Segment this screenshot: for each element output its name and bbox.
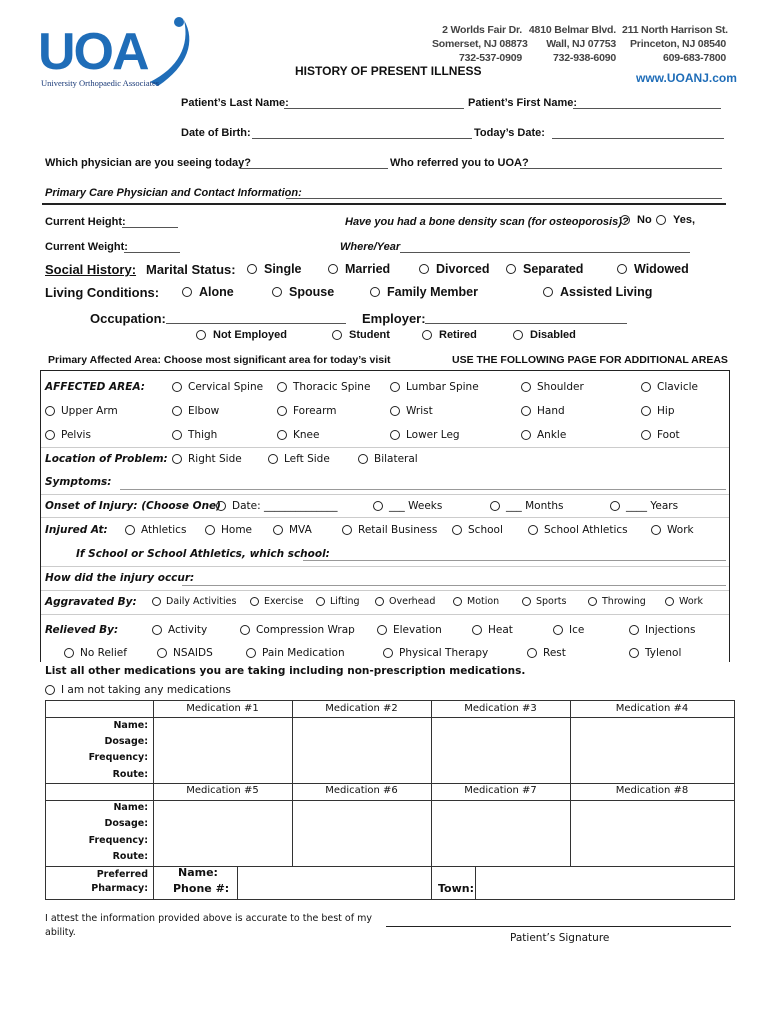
area-lumbar-spine[interactable]: Lumbar Spine: [390, 381, 479, 393]
last-name-field[interactable]: [284, 108, 464, 109]
radio-icon: [527, 648, 537, 658]
med-header-8: Medication #8: [615, 785, 689, 796]
bone-scan-yes[interactable]: Yes,: [656, 214, 695, 226]
not-taking-meds-option[interactable]: I am not taking any medications: [45, 684, 231, 696]
radio-icon: [277, 430, 287, 440]
injured-at-label: Injured At:: [45, 524, 108, 536]
meds-heading: List all other medications you are taking including non-prescription medications.: [45, 665, 526, 677]
pharmacy-name-label: Name:: [178, 866, 218, 879]
row-divider: [41, 447, 729, 448]
radio-icon: [588, 597, 597, 606]
radio-icon: [246, 648, 256, 658]
radio-icon: [629, 625, 639, 635]
relieved-nsaids[interactable]: NSAIDS: [157, 647, 213, 659]
onset-years[interactable]: ____ Years: [610, 500, 678, 512]
weight-label: Current Weight:: [45, 241, 128, 253]
radio-icon: [316, 597, 325, 606]
radio-icon: [521, 406, 531, 416]
radio-icon: [152, 625, 162, 635]
relieved-rest[interactable]: Rest: [527, 647, 566, 659]
row-divider: [41, 566, 729, 567]
radio-icon: [373, 501, 383, 511]
bone-scan-no[interactable]: No: [620, 214, 652, 226]
radio-icon: [196, 330, 206, 340]
today-field[interactable]: [552, 138, 724, 139]
radio-icon: [472, 625, 482, 635]
radio-icon: [506, 264, 516, 274]
radio-icon: [45, 430, 55, 440]
referred-field[interactable]: [520, 168, 722, 169]
area-upper-arm[interactable]: Upper Arm: [45, 405, 118, 417]
marital-single[interactable]: Single: [247, 262, 302, 276]
radio-icon: [522, 597, 531, 606]
symptoms-field[interactable]: [120, 489, 726, 490]
page-title: HISTORY OF PRESENT ILLNESS: [295, 64, 482, 78]
radio-icon: [172, 430, 182, 440]
relieved-elevation[interactable]: Elevation: [377, 624, 442, 636]
aggravated-throwing[interactable]: Throwing: [588, 596, 646, 607]
radio-icon: [610, 501, 620, 511]
radio-icon: [332, 330, 342, 340]
radio-icon: [641, 430, 651, 440]
radio-icon: [377, 625, 387, 635]
pcp-field[interactable]: [286, 198, 722, 199]
radio-icon: [277, 406, 287, 416]
radio-icon: [656, 215, 666, 225]
website-link[interactable]: www.UOANJ.com: [636, 71, 737, 85]
radio-icon: [182, 287, 192, 297]
pharmacy-phone-label: Phone #:: [173, 882, 230, 895]
relieved-tylenol[interactable]: Tylenol: [629, 647, 681, 659]
area-thigh[interactable]: Thigh: [172, 429, 217, 441]
referred-label: Who referred you to UOA?: [390, 157, 529, 169]
location-label: Location of Problem:: [45, 453, 168, 465]
radio-icon: [250, 597, 259, 606]
relieved-compression-wrap[interactable]: Compression Wrap: [240, 624, 355, 636]
relieved-injections[interactable]: Injections: [629, 624, 696, 636]
aggravated-overhead[interactable]: Overhead: [375, 596, 435, 607]
relieved-heat[interactable]: Heat: [472, 624, 513, 636]
med-row-name: Name:: [113, 720, 148, 731]
radio-icon: [247, 264, 257, 274]
radio-icon: [490, 501, 500, 511]
med-header-1: Medication #1: [186, 703, 259, 714]
occupation-field[interactable]: [166, 323, 346, 324]
relieved-pain-medication[interactable]: Pain Medication: [246, 647, 345, 659]
area-cervical-spine[interactable]: Cervical Spine: [172, 381, 263, 393]
radio-icon: [172, 406, 182, 416]
radio-icon: [513, 330, 523, 340]
signature-label: Patient’s Signature: [510, 932, 610, 944]
employer-field[interactable]: [425, 323, 627, 324]
med-header-2: Medication #2: [325, 703, 398, 714]
radio-icon: [216, 501, 226, 511]
area-foot[interactable]: Foot: [641, 429, 680, 441]
height-field[interactable]: [122, 227, 178, 228]
radio-icon: [453, 597, 462, 606]
area-hip[interactable]: Hip: [641, 405, 674, 417]
aggravated-label: Aggravated By:: [45, 596, 137, 608]
radio-icon: [272, 287, 282, 297]
aggravated-work[interactable]: Work: [665, 596, 703, 607]
injured-school[interactable]: School: [452, 524, 503, 536]
pharmacy-label-1: Preferred: [96, 869, 148, 880]
row-divider: [41, 517, 729, 518]
radio-icon: [125, 525, 135, 535]
office-princeton: 211 North Harrison St. Princeton, NJ 08540 609-683-7800: [622, 24, 728, 64]
radio-icon: [422, 330, 432, 340]
attestation-text: I attest the information provided above is accurate to the best of my ability.: [45, 913, 372, 938]
radio-icon: [629, 648, 639, 658]
radio-icon: [370, 287, 380, 297]
employment-disabled[interactable]: Disabled: [513, 329, 576, 341]
injured-work[interactable]: Work: [651, 524, 694, 536]
area-pelvis[interactable]: Pelvis: [45, 429, 91, 441]
med-row-name: Name:: [113, 802, 148, 813]
symptoms-label: Symptoms:: [45, 476, 112, 488]
radio-icon: [419, 264, 429, 274]
med-row-frequency: Frequency:: [88, 752, 148, 763]
radio-icon: [277, 382, 287, 392]
radio-icon: [240, 625, 250, 635]
radio-icon: [375, 597, 384, 606]
living-family-member[interactable]: Family Member: [370, 285, 478, 299]
med-row-dosage: Dosage:: [104, 736, 148, 747]
additional-areas-note: USE THE FOLLOWING PAGE FOR ADDITIONAL AREAS: [452, 354, 728, 366]
med-row-frequency: Frequency:: [88, 835, 148, 846]
bone-scan-label: Have you had a bone density scan (for osteoporosis)?: [345, 216, 629, 228]
logo-letters: UOA: [38, 23, 148, 81]
radio-icon: [383, 648, 393, 658]
medication-table: [45, 700, 735, 900]
injury-section-box: [40, 370, 730, 662]
occupation-label: Occupation:: [90, 311, 166, 326]
employment-not-employed[interactable]: Not Employed: [196, 329, 287, 341]
radio-icon: [273, 525, 283, 535]
relieved-no-relief[interactable]: No Relief: [64, 647, 127, 659]
radio-icon: [390, 406, 400, 416]
social-history-label: Social History:: [45, 262, 137, 277]
radio-icon: [172, 382, 182, 392]
primary-area-label: Primary Affected Area: Choose most significant area for today’s visit: [48, 354, 391, 366]
how-label: How did the injury occur:: [45, 572, 195, 584]
height-label: Current Height:: [45, 216, 126, 228]
radio-icon: [521, 382, 531, 392]
area-knee[interactable]: Knee: [277, 429, 319, 441]
marital-separated[interactable]: Separated: [506, 262, 583, 276]
physician-field[interactable]: [240, 168, 388, 169]
physician-label: Which physician are you seeing today?: [45, 157, 251, 169]
radio-icon: [617, 264, 627, 274]
onset-label: Onset of Injury: (Choose One): [45, 500, 221, 512]
school-field[interactable]: [303, 560, 726, 561]
logo-subtitle: University Orthopaedic Associates: [41, 78, 160, 88]
living-alone[interactable]: Alone: [182, 285, 234, 299]
aggravated-exercise[interactable]: Exercise: [250, 596, 304, 607]
location-left[interactable]: Left Side: [268, 453, 330, 465]
radio-icon: [205, 525, 215, 535]
radio-icon: [152, 597, 161, 606]
school-label: If School or School Athletics, which school:: [76, 548, 330, 560]
row-divider: [41, 614, 729, 615]
radio-icon: [390, 382, 400, 392]
area-clavicle[interactable]: Clavicle: [641, 381, 698, 393]
radio-icon: [641, 382, 651, 392]
injured-school-athletics[interactable]: School Athletics: [528, 524, 628, 536]
relieved-activity[interactable]: Activity: [152, 624, 207, 636]
injured-mva[interactable]: MVA: [273, 524, 312, 536]
med-header-6: Medication #6: [325, 785, 398, 796]
radio-icon: [157, 648, 167, 658]
radio-icon: [328, 264, 338, 274]
radio-icon: [64, 648, 74, 658]
office-wall: 4810 Belmar Blvd. Wall, NJ 07753 732-938-6090: [528, 24, 616, 64]
employment-retired[interactable]: Retired: [422, 329, 477, 341]
relieved-physical-therapy[interactable]: Physical Therapy: [383, 647, 488, 659]
row-divider: [41, 494, 729, 495]
radio-icon: [45, 406, 55, 416]
radio-icon: [45, 685, 55, 695]
radio-icon: [665, 597, 674, 606]
radio-icon: [528, 525, 538, 535]
med-header-3: Medication #3: [464, 703, 537, 714]
area-elbow[interactable]: Elbow: [172, 405, 219, 417]
living-conditions-label: Living Conditions:: [45, 285, 160, 300]
area-wrist[interactable]: Wrist: [390, 405, 433, 417]
injured-athletics[interactable]: Athletics: [125, 524, 186, 536]
row-divider: [41, 590, 729, 591]
med-header-7: Medication #7: [464, 785, 537, 796]
med-row-route: Route:: [112, 769, 148, 780]
onset-weeks[interactable]: ___ Weeks: [373, 500, 442, 512]
onset-date[interactable]: Date: ______________: [216, 500, 337, 512]
area-shoulder[interactable]: Shoulder: [521, 381, 584, 393]
affected-area-label: AFFECTED AREA:: [45, 381, 145, 393]
radio-icon: [342, 525, 352, 535]
med-row-route: Route:: [112, 851, 148, 862]
office-somerset: 2 Worlds Fair Dr. Somerset, NJ 08873 732-537-0909: [432, 24, 528, 64]
uoa-logo: [38, 16, 198, 94]
employer-label: Employer:: [362, 311, 426, 326]
living-assisted[interactable]: Assisted Living: [543, 285, 652, 299]
relieved-label: Relieved By:: [45, 624, 119, 636]
radio-icon: [553, 625, 563, 635]
onset-months[interactable]: ___ Months: [490, 500, 563, 512]
med-header-5: Medication #5: [186, 785, 259, 796]
pharmacy-town-label: Town:: [438, 882, 474, 895]
how-field[interactable]: [182, 585, 726, 586]
signature-line[interactable]: [386, 926, 731, 927]
radio-icon: [641, 406, 651, 416]
first-name-field[interactable]: [573, 108, 721, 109]
employment-student[interactable]: Student: [332, 329, 390, 341]
aggravated-motion[interactable]: Motion: [453, 596, 499, 607]
med-row-dosage: Dosage:: [104, 818, 148, 829]
pcp-label: Primary Care Physician and Contact Information:: [45, 187, 302, 199]
area-forearm[interactable]: Forearm: [277, 405, 336, 417]
dob-label: Date of Birth:: [181, 127, 251, 139]
where-year-field[interactable]: [400, 252, 690, 253]
marital-widowed[interactable]: Widowed: [617, 262, 689, 276]
aggravated-sports[interactable]: Sports: [522, 596, 566, 607]
area-hand[interactable]: Hand: [521, 405, 565, 417]
marital-status-label: Marital Status:: [146, 262, 236, 277]
last-name-label: Patient’s Last Name:: [181, 97, 289, 109]
first-name-label: Patient’s First Name:: [468, 97, 578, 109]
section-divider: [42, 203, 726, 205]
marital-married[interactable]: Married: [328, 262, 390, 276]
radio-icon: [521, 430, 531, 440]
radio-icon: [390, 430, 400, 440]
today-label: Today’s Date:: [474, 127, 545, 139]
where-year-label: Where/Year: [340, 241, 401, 253]
med-header-4: Medication #4: [615, 703, 689, 714]
radio-icon: [358, 454, 368, 464]
radio-icon: [172, 454, 182, 464]
area-ankle[interactable]: Ankle: [521, 429, 566, 441]
radio-icon: [452, 525, 462, 535]
injured-retail[interactable]: Retail Business: [342, 524, 437, 536]
radio-icon: [268, 454, 278, 464]
area-lower-leg[interactable]: Lower Leg: [390, 429, 460, 441]
living-spouse[interactable]: Spouse: [272, 285, 334, 299]
pharmacy-label-2: Pharmacy:: [91, 883, 148, 894]
injured-home[interactable]: Home: [205, 524, 252, 536]
weight-field[interactable]: [124, 252, 180, 253]
marital-divorced[interactable]: Divorced: [419, 262, 490, 276]
location-right[interactable]: Right Side: [172, 453, 242, 465]
radio-icon: [620, 215, 630, 225]
dob-field[interactable]: [252, 138, 472, 139]
relieved-ice[interactable]: Ice: [553, 624, 584, 636]
aggravated-lifting[interactable]: Lifting: [316, 596, 360, 607]
radio-icon: [543, 287, 553, 297]
location-bilateral[interactable]: Bilateral: [358, 453, 418, 465]
radio-icon: [651, 525, 661, 535]
aggravated-daily[interactable]: Daily Activities: [152, 596, 236, 607]
area-thoracic-spine[interactable]: Thoracic Spine: [277, 381, 370, 393]
